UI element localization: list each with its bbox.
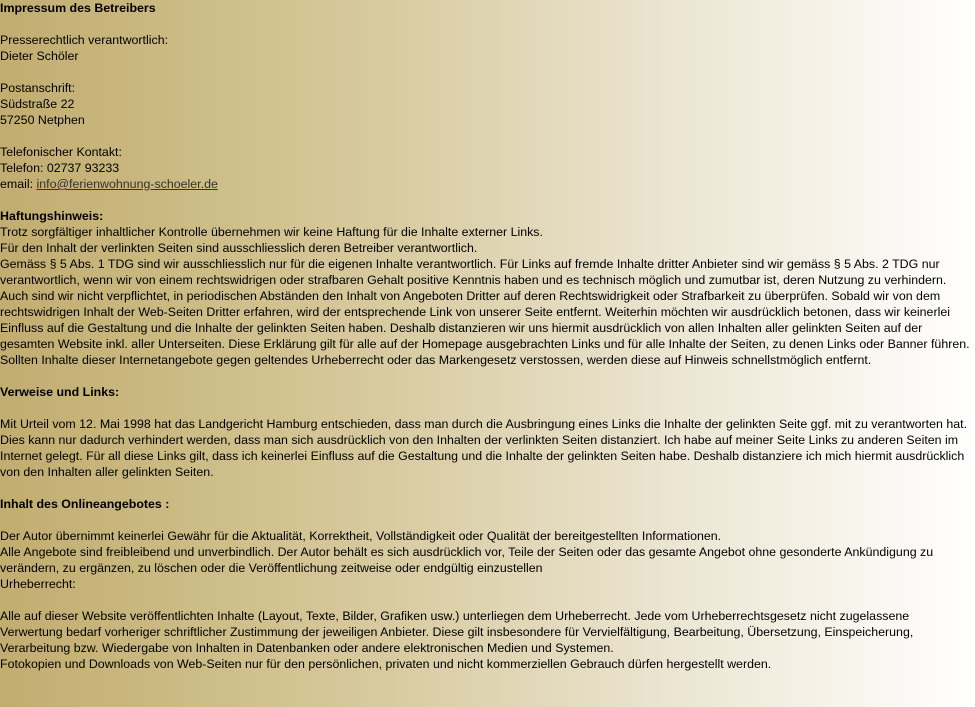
spacer <box>0 512 975 528</box>
phone-number: Telefon: 02737 93233 <box>0 161 120 175</box>
responsible-label: Presserechtlich verantwortlich: <box>0 33 169 47</box>
haftung-line-2: Für den Inhalt der verlinkten Seiten sind ausschliesslich deren Betreiber verantwortlich. <box>0 241 478 255</box>
verweise-title: Verweise und Links: <box>0 385 120 399</box>
urheberrecht-label: Urheberrecht: <box>0 577 76 591</box>
haftung-title: Haftungshinweis: <box>0 209 104 223</box>
inhalt-paragraph: Alle Angebote sind freibleibend und unverbindlich. Der Autor behält es sich ausdrücklich vor, Teile der Seiten oder das gesamte Angebot ohne gesonderte Ankündigung zu verändern, zu ergänzen, zu löschen oder die Veröffentlichung zeitweise oder endgültig einzustellen <box>0 545 934 575</box>
email-link[interactable]: info@ferienwohnung-schoeler.de <box>36 177 218 191</box>
inhalt-title: Inhalt des Onlineangebotes : <box>0 497 170 511</box>
postal-label: Postanschrift: <box>0 81 76 95</box>
spacer <box>0 480 975 496</box>
spacer <box>0 16 975 32</box>
haftung-line-1: Trotz sorgfältiger inhaltlicher Kontrolle übernehmen wir keine Haftung für die Inhalte externer Links. <box>0 225 543 239</box>
spacer <box>0 192 975 208</box>
impressum-title: Impressum des Betreibers <box>0 1 156 15</box>
responsible-name: Dieter Schöler <box>0 49 79 63</box>
spacer <box>0 128 975 144</box>
inhalt-line-1: Der Autor übernimmt keinerlei Gewähr für die Aktualität, Korrektheit, Vollständigkeit oder Qualität der bereitgestellten Informationen. <box>0 529 722 543</box>
email-prefix: email: <box>0 177 37 191</box>
contact-label: Telefonischer Kontakt: <box>0 145 122 159</box>
postal-city: 57250 Netphen <box>0 113 85 127</box>
spacer <box>0 400 975 416</box>
fotokopien-line: Fotokopien und Downloads von Web-Seiten nur für den persönlichen, privaten und nicht kommerziellen Gebrauch dürfen hergestellt werden. <box>0 657 772 671</box>
haftung-paragraph: Gemäss § 5 Abs. 1 TDG sind wir ausschliesslich nur für die eigenen Inhalte verantwortlich. Für Links auf fremde Inhalte dritter Anbieter sind wir gemäss § 5 Abs. 2 TDG nur verantwortlich, wenn wir von einem rechtswidrigen oder strafbaren Gehalt positive Kenntnis haben und es technisch möglich und zumutbar ist, deren Nutzung zu verhindern. Auch sind wir nicht verpflichtet, in periodischen Abständen den Inhalt von Angeboten Dritter auf deren Rechtswidrigkeit oder Strafbarkeit zu überprüfen. Sobald wir von dem rechtswidrigen Inhalt der Web-Seiten Dritter erfahren, wird der entsprechende Link von unserer Seite entfernt. Weiterhin möchten wir ausdrücklich betonen, dass wir keinerlei Einfluss auf die Gestaltung und die Inhalte der gelinkten Seiten haben. Deshalb distanzieren wir uns hiermit ausdrücklich von allen Inhalten aller gelinkten Seiten auf der gesamten Website inkl. aller Unterseiten. Diese Erklärung gilt für alle auf der Homepage ausgebrachten Links und für alle Inhalte der Seiten, zu denen Links oder Banner führen. Sollten Inhalte dieser Internetangebote gegen geltendes Urheberrecht oder das Markengesetz verstossen, werden diese auf Hinweis schnellstmöglich entfernt. <box>0 257 970 367</box>
verweise-paragraph: Mit Urteil vom 12. Mai 1998 hat das Landgericht Hamburg entschieden, dass man durch die Ausbringung eines Links die Inhalte der gelinkten Seite ggf. mit zu verantworten hat. Dies kann nur dadurch verhindert werden, dass man sich ausdrücklich von den Inhalten der verlinkten Seiten distanziert. Ich habe auf meiner Seite Links zu anderen Seiten im Internet gelegt. Für all diese Links gilt, dass ich keinerlei Einfluss auf die Gestaltung und die Inhalte der gelinkten Seiten habe. Deshalb distanziere ich mich hiermit ausdrücklich von den Inhalten aller gelinkten Seiten. <box>0 417 968 479</box>
spacer <box>0 592 975 608</box>
spacer <box>0 368 975 384</box>
urheberrecht-paragraph: Alle auf dieser Website veröffentlichten Inhalte (Layout, Texte, Bilder, Grafiken usw.) unterliegen dem Urheberrecht. Jede vom Urheberrechtsgesetz nicht zugelassene Verwertung bedarf vorheriger schriftlicher Zustimmung der jeweiligen Anbieter. Diese gilt insbesondere für Vervielfältigung, Bearbeitung, Übersetzung, Einspeicherung, Verarbeitung bzw. Wiedergabe von Inhalten in Datenbanken oder andere elektronischen Medien und Systemen. <box>0 609 914 655</box>
email-line <box>0 176 975 192</box>
spacer <box>0 64 975 80</box>
postal-street: Südstraße 22 <box>0 97 75 111</box>
